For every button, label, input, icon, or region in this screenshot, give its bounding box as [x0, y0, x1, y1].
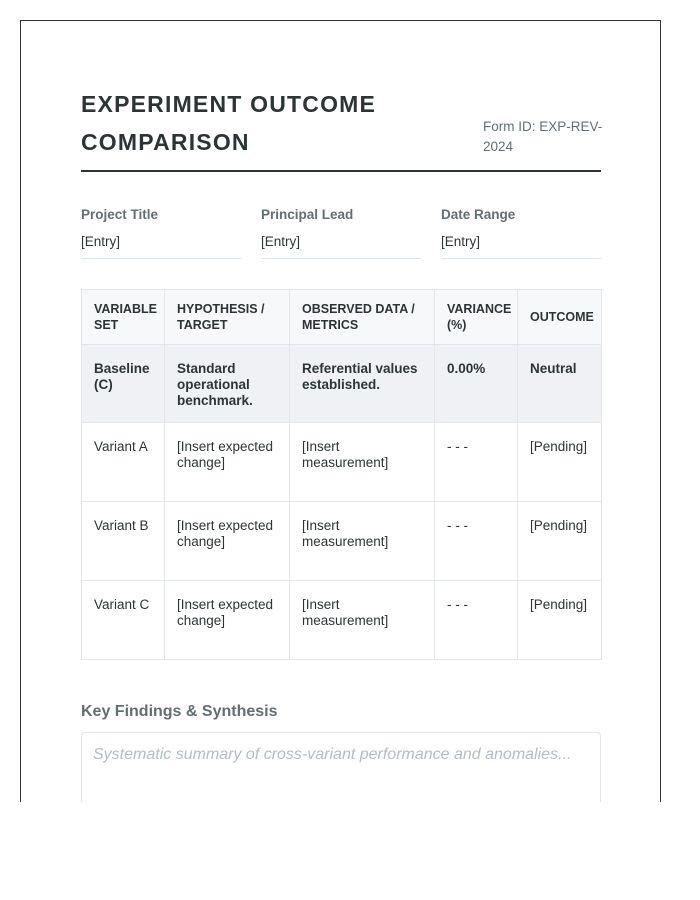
table-cell: Standard operational benchmark.: [165, 345, 290, 423]
comparison-table: [81, 289, 602, 660]
table-cell[interactable]: [Insert expected change]: [165, 423, 290, 502]
date-range-label: Date Range: [441, 207, 516, 222]
project-title-field[interactable]: [81, 207, 241, 259]
table-cell[interactable]: [Insert measurement]: [290, 502, 435, 581]
table-cell[interactable]: [Pending]: [518, 581, 602, 660]
date-range-field[interactable]: [441, 207, 601, 259]
table-cell: 0.00%: [435, 345, 518, 423]
table-cell: Variant C: [82, 581, 165, 660]
table-cell[interactable]: - - -: [435, 502, 518, 581]
column-header-observed-data: OBSERVED DATA / METRICS: [290, 290, 435, 345]
table-row-variant-c: [82, 581, 602, 660]
column-header-variable-set: VARIABLE SET: [82, 290, 165, 345]
column-header-outcome: OUTCOME: [518, 290, 602, 345]
findings-heading: Key Findings & Synthesis: [81, 703, 278, 720]
table-cell[interactable]: [Insert measurement]: [290, 581, 435, 660]
form-id: Form ID: EXP-REV-2024: [483, 119, 603, 154]
table-cell: Variant B: [82, 502, 165, 581]
column-header-variance: VARIANCE (%): [435, 290, 518, 345]
principal-lead-value[interactable]: [Entry]: [261, 234, 301, 249]
table-cell[interactable]: - - -: [435, 423, 518, 502]
table-cell[interactable]: [Insert measurement]: [290, 423, 435, 502]
table-cell[interactable]: [Pending]: [518, 423, 602, 502]
table-row-variant-b: [82, 502, 602, 581]
table-cell: Referential values established.: [290, 345, 435, 423]
date-range-value[interactable]: [Entry]: [441, 234, 481, 249]
table-row-baseline: [82, 345, 602, 423]
project-title-label: Project Title: [81, 207, 159, 222]
principal-lead-field[interactable]: [261, 207, 421, 259]
findings-textarea[interactable]: Systematic summary of cross-variant performance and anomalies...: [81, 732, 601, 802]
meta-fields: [81, 207, 601, 259]
table-row-variant-a: [82, 423, 602, 502]
page-title: EXPERIMENT OUTCOME COMPARISON: [81, 91, 377, 155]
table-cell[interactable]: - - -: [435, 581, 518, 660]
table-cell[interactable]: [Insert expected change]: [165, 502, 290, 581]
column-header-hypothesis: HYPOTHESIS / TARGET: [165, 290, 290, 345]
document-header: [81, 81, 601, 172]
principal-lead-label: Principal Lead: [261, 207, 354, 222]
table-cell: Variant A: [82, 423, 165, 502]
table-cell: Baseline (C): [82, 345, 165, 423]
table-cell[interactable]: [Pending]: [518, 502, 602, 581]
table-header-row: [82, 290, 602, 345]
document-page: [20, 20, 661, 802]
table-cell[interactable]: [Insert expected change]: [165, 581, 290, 660]
project-title-value[interactable]: [Entry]: [81, 234, 121, 249]
table-cell: Neutral: [518, 345, 602, 423]
